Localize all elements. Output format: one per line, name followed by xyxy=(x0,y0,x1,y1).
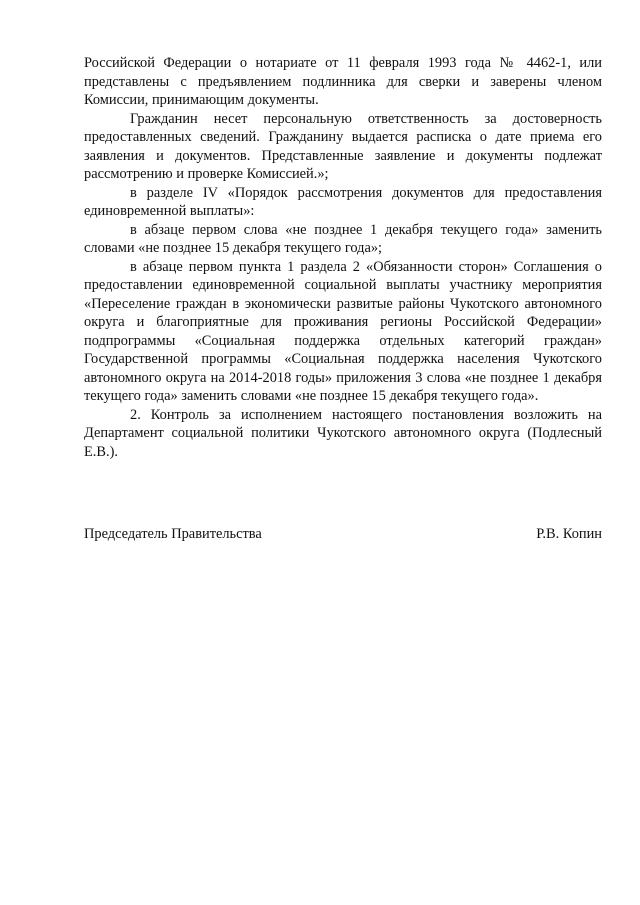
paragraph-continuation: Российской Федерации о нотариате от 11 февраля 1993 года № 4462-1, или представлены с предъявлением подлинника для сверки и заверены членом Комиссии, принимающим документы. xyxy=(84,55,602,108)
signatory-position: Председатель Правительства xyxy=(84,526,262,542)
paragraph-first-amendment: в абзаце первом слова «не позднее 1 декабря текущего года» заменить словами «не позднее 15 декабря текущего года»; xyxy=(84,221,602,256)
document-body xyxy=(84,54,602,461)
signatory-name: Р.В. Копин xyxy=(536,526,602,542)
paragraph-control: 2. Контроль за исполнением настоящего постановления возложить на Департамент социальной политики Чукотского автономного округа (Подлесный Е.В.). xyxy=(84,406,602,460)
paragraph-responsibility: Гражданин несет персональную ответственность за достоверность предоставленных сведений. Гражданину выдается расписка о дате приема его заявления и документов. Представленные заявление и документы подлежат рассмотрению и проверке Комиссией.»; xyxy=(84,110,602,182)
signature-block xyxy=(84,525,602,544)
paragraph-agreement-amendment: в абзаце первом пункта 1 раздела 2 «Обязанности сторон» Соглашения о предоставлении единовременной социальной выплаты участнику мероприятия «Переселение граждан в экономически развитые районы Чукотского автономного округа и благоприятные для проживания регионы Российской Федерации» подпрограммы «Социальная поддержка отдельных категорий граждан» Государственной программы «Социальная поддержка населения Чукотского автономного округа на 2014-2018 годы» приложения 3 слова «не позднее 1 декабря текущего года» заменить словами «не позднее 15 декабря текущего года». xyxy=(84,258,602,404)
paragraph-section-iv: в разделе IV «Порядок рассмотрения документов для предоставления единовременной выплаты»: xyxy=(84,184,602,219)
